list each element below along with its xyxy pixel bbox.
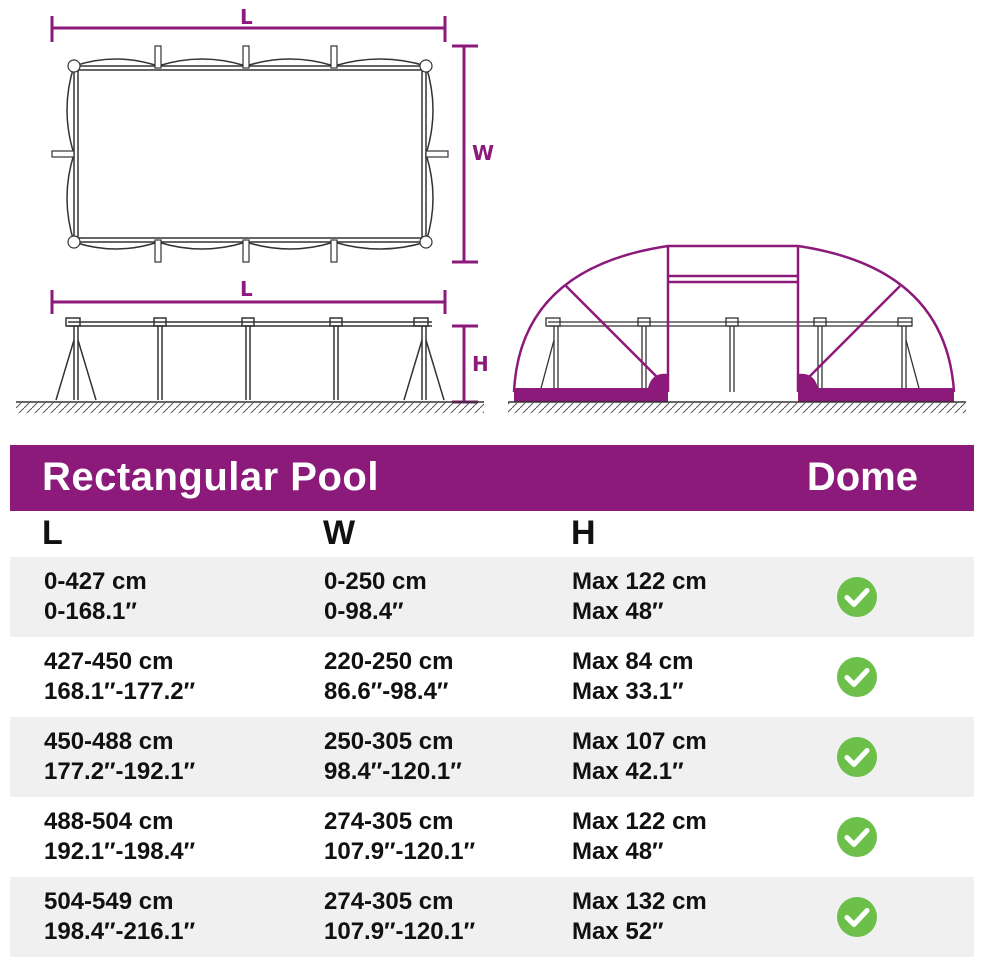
length-cell: 0-427 cm 0-168.1″ — [44, 568, 147, 625]
height-cell: Max 132 cm Max 52″ — [572, 888, 707, 945]
column-header-width: W — [323, 514, 356, 552]
width-cell: 220-250 cm 86.6″-98.4″ — [324, 648, 454, 705]
width-cell: 274-305 cm 107.9″-120.1″ — [324, 808, 476, 865]
top-width-label: W — [472, 141, 495, 165]
length-cell: 488-504 cm 192.1″-198.4″ — [44, 808, 196, 865]
pool-side-frame — [56, 318, 444, 400]
column-header-length: L — [42, 514, 63, 552]
length-cell: 450-488 cm 177.2″-192.1″ — [44, 728, 196, 785]
width-cell: 250-305 cm 98.4″-120.1″ — [324, 728, 462, 785]
side-length-label: L — [240, 277, 253, 301]
table-header-band — [10, 445, 974, 511]
pool-dimension-diagrams — [0, 0, 982, 430]
length-cell: 504-549 cm 198.4″-216.1″ — [44, 888, 196, 945]
table-row — [10, 797, 974, 877]
table-row — [10, 557, 974, 637]
height-cell: Max 107 cm Max 42.1″ — [572, 728, 707, 785]
table-row — [10, 637, 974, 717]
width-cell: 0-250 cm 0-98.4″ — [324, 568, 427, 625]
dome-inner-frame — [540, 318, 920, 392]
check-icon — [836, 736, 878, 778]
width-cell: 274-305 cm 107.9″-120.1″ — [324, 888, 476, 945]
pool-top-posts — [52, 46, 448, 262]
table-row — [10, 717, 974, 797]
check-icon — [836, 656, 878, 698]
side-view-diagram — [16, 277, 489, 413]
pool-top-outline — [67, 59, 433, 249]
ground-hatch-right — [508, 402, 966, 413]
dome-cover-diagram — [508, 246, 966, 413]
check-icon — [836, 576, 878, 618]
dome-column-title: Dome — [806, 455, 918, 499]
top-length-label: L — [240, 5, 253, 29]
column-header-height: H — [571, 514, 596, 552]
height-cell: Max 84 cm Max 33.1″ — [572, 648, 694, 705]
check-icon — [836, 816, 878, 858]
top-view-diagram — [52, 5, 494, 262]
length-cell: 427-450 cm 168.1″-177.2″ — [44, 648, 196, 705]
table-title: Rectangular Pool — [42, 455, 379, 499]
height-cell: Max 122 cm Max 48″ — [572, 568, 707, 625]
table-row — [10, 877, 974, 957]
ground-hatch-left — [16, 402, 484, 413]
side-height-label: H — [472, 352, 489, 376]
check-icon — [836, 896, 878, 938]
height-cell: Max 122 cm Max 48″ — [572, 808, 707, 865]
